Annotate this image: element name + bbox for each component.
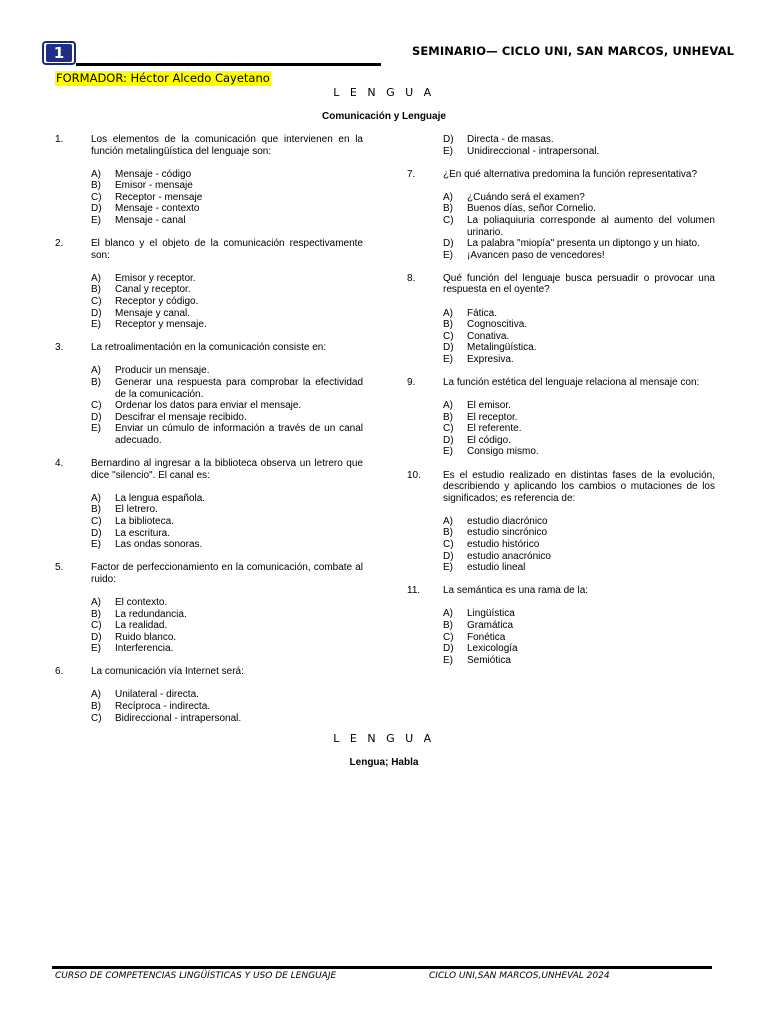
header-title: SEMINARIO— CICLO UNI, SAN MARCOS, UNHEVAL (411, 44, 734, 58)
option-text: Consigo mismo. (467, 446, 539, 458)
option-letter: B) (443, 620, 453, 631)
question-stem (407, 585, 715, 597)
question-text: La comunicación vía Internet será: (91, 666, 244, 678)
question-text: Factor de perfeccionamiento en la comunicación, combate al ruido: (91, 562, 363, 585)
question-number: 3. (55, 342, 64, 354)
section-subtitle-2: Lengua; Habla (349, 757, 419, 768)
answer-option (443, 539, 715, 551)
option-letter: E) (91, 215, 101, 227)
option-text: La biblioteca. (115, 515, 174, 527)
answer-option (443, 319, 715, 331)
answer-option (91, 192, 363, 204)
question-stem (55, 666, 363, 678)
option-text: La redundancia. (115, 608, 187, 620)
answer-options (443, 308, 715, 366)
option-letter: A) (443, 608, 453, 620)
question-text: La función estética del lenguaje relaciona al mensaje con: (443, 377, 700, 388)
question-stem (55, 562, 363, 585)
option-letter: E) (443, 145, 453, 157)
question-number: 6. (55, 666, 64, 678)
option-letter: C) (91, 620, 102, 632)
header-rule (76, 63, 381, 66)
option-text: Directa - de masas. (467, 134, 554, 145)
option-text: Expresiva. (467, 353, 514, 365)
answer-option (443, 423, 715, 435)
answer-option (91, 528, 363, 540)
answer-option (443, 331, 715, 343)
answer-options (91, 365, 363, 446)
question-stem (407, 273, 715, 296)
question-item (407, 273, 715, 366)
question-stem (407, 470, 715, 505)
option-text: El contexto. (115, 596, 168, 608)
option-letter: C) (91, 515, 102, 527)
answer-options (91, 597, 363, 655)
option-text: Generar una respuesta para comprobar la efectividad de la comunicación. (115, 377, 363, 400)
question-number: 4. (55, 458, 64, 470)
answer-option (443, 632, 715, 644)
answer-option (443, 655, 715, 667)
answer-option (443, 134, 715, 146)
option-letter: E) (443, 562, 453, 574)
option-letter: D) (91, 203, 102, 215)
option-letter: B) (91, 608, 101, 620)
answer-options (91, 169, 363, 227)
option-text: La escritura. (115, 527, 171, 539)
option-text: Unidireccional - intrapersonal. (467, 145, 600, 157)
answer-options (443, 134, 715, 157)
option-text: Canal y receptor. (115, 284, 191, 296)
answer-option (443, 435, 715, 447)
option-text: Conativa. (467, 330, 510, 342)
option-letter: C) (443, 631, 454, 643)
answer-options (443, 516, 715, 574)
option-text: Mensaje - código (115, 168, 192, 180)
question-text: Es el estudio realizado en distintas fases de la evolución, describiendo y aplicando los cambios o mutaciones de los significados; es referencia de: (443, 469, 715, 504)
answer-options (443, 608, 715, 666)
answer-option (91, 713, 363, 725)
option-letter: D) (91, 631, 102, 643)
option-text: El referente. (467, 423, 522, 435)
answer-options (91, 273, 363, 331)
option-text: Receptor y mensaje. (115, 319, 207, 331)
option-text: Bidireccional - intrapersonal. (115, 712, 242, 724)
option-letter: E) (91, 319, 101, 331)
page-number-badge (42, 41, 76, 65)
question-item (55, 458, 363, 551)
option-text: Ordenar los datos para enviar el mensaje. (115, 400, 302, 412)
answer-option (443, 342, 715, 354)
answer-option (443, 146, 715, 158)
option-letter: A) (91, 365, 101, 377)
answer-option (443, 203, 715, 215)
question-number: 8. (407, 272, 416, 284)
question-item (55, 238, 363, 331)
option-letter: D) (443, 434, 454, 446)
option-text: estudio histórico (467, 539, 540, 551)
question-number: 7. (407, 168, 416, 180)
option-letter: B) (91, 377, 101, 388)
option-text: El receptor. (467, 411, 518, 423)
left-question-column (55, 134, 363, 736)
option-letter: E) (443, 654, 453, 666)
option-text: El código. (467, 434, 511, 446)
question-item (407, 585, 715, 666)
option-letter: C) (443, 214, 454, 226)
answer-option (91, 412, 363, 424)
option-text: Emisor - mensaje (115, 180, 193, 192)
answer-options (443, 192, 715, 262)
answer-option (91, 423, 363, 446)
answer-option (443, 400, 715, 412)
option-text: Mensaje - contexto (115, 203, 200, 215)
option-letter: E) (443, 446, 453, 458)
option-letter: B) (443, 527, 453, 539)
answer-option (443, 516, 715, 528)
option-letter: D) (443, 134, 454, 145)
answer-option (91, 493, 363, 505)
question-text: El blanco y el objeto de la comunicación respectivamente son: (91, 238, 363, 261)
option-letter: D) (443, 550, 454, 562)
option-letter: C) (443, 539, 454, 551)
footer-course: CURSO DE COMPETENCIAS LINGÜÍSTICAS Y USO DE LENGUAJE (55, 971, 337, 981)
option-letter: D) (443, 643, 454, 655)
option-letter: A) (443, 515, 453, 527)
answer-option (91, 365, 363, 377)
answer-option (443, 551, 715, 563)
option-text: estudio sincrónico (467, 527, 548, 539)
question-stem (55, 134, 363, 157)
question-text: La semántica es una rama de la: (443, 585, 589, 597)
question-item (407, 134, 715, 157)
option-text: Fonética (467, 631, 506, 643)
option-letter: B) (443, 411, 453, 423)
option-text: Recíproca - indirecta. (115, 701, 211, 713)
answer-option (91, 377, 363, 400)
option-text: Cognoscitiva. (467, 319, 528, 331)
answer-option (443, 643, 715, 655)
answer-option (443, 620, 715, 632)
answer-option (91, 632, 363, 644)
option-letter: B) (91, 504, 101, 516)
option-letter: A) (443, 400, 453, 412)
question-number: 5. (55, 562, 64, 574)
option-letter: E) (91, 423, 101, 435)
answer-option (91, 169, 363, 181)
question-stem (407, 169, 715, 181)
question-stem (55, 342, 363, 354)
option-letter: D) (91, 527, 102, 539)
right-question-column (407, 134, 715, 678)
option-text: ¿Cuándo será el examen? (467, 191, 585, 203)
option-letter: C) (443, 423, 454, 435)
page-number: 1 (46, 44, 72, 62)
section-title-2: L E N G U A (333, 732, 435, 745)
option-letter: C) (91, 712, 102, 724)
question-stem (407, 377, 715, 389)
option-text: La poliaquiuria corresponde al aumento del volumen urinario. (467, 214, 715, 238)
question-number: 9. (407, 377, 416, 388)
option-text: La palabra "miopía" presenta un diptongo y un hiato. (467, 238, 700, 250)
option-text: Semiótica (467, 654, 511, 666)
answer-option (443, 308, 715, 320)
option-letter: B) (91, 284, 101, 296)
answer-option (91, 319, 363, 331)
option-text: Mensaje - canal (115, 215, 186, 227)
option-text: Lingüística (467, 608, 515, 620)
question-text: Los elementos de la comunicación que intervienen en la función metalingüística del lenguaje son: (91, 134, 363, 157)
option-text: Metalingüística. (467, 342, 537, 354)
option-text: La realidad. (115, 620, 168, 632)
option-letter: D) (91, 411, 102, 423)
option-letter: B) (91, 701, 101, 713)
option-letter: D) (443, 238, 454, 250)
option-text: Receptor y código. (115, 296, 199, 308)
answer-option (443, 562, 715, 574)
option-text: estudio lineal (467, 562, 526, 574)
section-subtitle: Comunicación y Lenguaje (322, 111, 446, 122)
option-letter: B) (91, 180, 101, 192)
question-stem (55, 238, 363, 261)
answer-option (443, 412, 715, 424)
option-letter: A) (91, 168, 101, 180)
question-item (55, 666, 363, 724)
option-text: estudio diacrónico (467, 515, 548, 527)
option-letter: C) (443, 330, 454, 342)
option-text: ¡Avancen paso de vencedores! (467, 249, 605, 261)
option-letter: D) (443, 342, 454, 354)
option-text: La lengua española. (115, 492, 206, 504)
question-number: 2. (55, 238, 64, 250)
option-letter: D) (91, 307, 102, 319)
option-letter: B) (443, 319, 453, 331)
answer-options (443, 400, 715, 458)
option-letter: E) (91, 539, 101, 551)
option-text: Lexicología (467, 643, 518, 655)
option-text: Producir un mensaje. (115, 365, 210, 377)
option-letter: A) (91, 272, 101, 284)
answer-option (91, 400, 363, 412)
answer-option (91, 609, 363, 621)
option-letter: E) (443, 249, 453, 261)
answer-option (91, 701, 363, 713)
option-text: estudio anacrónico (467, 550, 551, 562)
question-stem (55, 458, 363, 481)
question-item (407, 470, 715, 574)
answer-option (91, 597, 363, 609)
option-letter: A) (443, 307, 453, 319)
answer-option (91, 643, 363, 655)
answer-option (91, 215, 363, 227)
answer-option (91, 504, 363, 516)
option-text: Receptor - mensaje (115, 191, 203, 203)
question-item (55, 134, 363, 227)
option-text: Mensaje y canal. (115, 307, 191, 319)
option-letter: C) (91, 400, 102, 412)
question-number: 11. (407, 585, 421, 597)
option-letter: A) (91, 689, 101, 701)
answer-option (91, 273, 363, 285)
option-letter: E) (443, 353, 453, 365)
answer-option (91, 180, 363, 192)
section-title: L E N G U A (333, 86, 435, 99)
answer-option (443, 238, 715, 250)
question-text: La retroalimentación en la comunicación consiste en: (91, 342, 327, 354)
option-text: Gramática (467, 620, 514, 631)
answer-option (91, 539, 363, 551)
question-text: Bernardino al ingresar a la biblioteca observa un letrero que dice "silencio". El canal es: (91, 458, 363, 481)
answer-option (91, 296, 363, 308)
option-letter: C) (91, 296, 102, 308)
option-text: El emisor. (467, 400, 511, 412)
question-item (407, 377, 715, 458)
option-text: Interferencia. (115, 643, 174, 655)
option-text: Las ondas sonoras. (115, 539, 203, 551)
option-text: Fática. (467, 307, 498, 319)
option-letter: C) (91, 191, 102, 203)
answer-option (443, 446, 715, 458)
question-item (55, 562, 363, 655)
question-number: 1. (55, 134, 64, 145)
answer-option (443, 215, 715, 238)
question-item (407, 169, 715, 262)
question-text: ¿En qué alternativa predomina la función representativa? (443, 168, 698, 180)
question-text: Qué función del lenguaje busca persuadir o provocar una respuesta en el oyente? (443, 272, 715, 296)
option-letter: A) (91, 492, 101, 504)
answer-option (443, 250, 715, 262)
option-text: Ruido blanco. (115, 631, 177, 643)
answer-option (443, 192, 715, 204)
answer-option (91, 203, 363, 215)
answer-options (91, 493, 363, 551)
answer-option (91, 284, 363, 296)
question-number: 10. (407, 469, 421, 481)
answer-option (443, 608, 715, 620)
question-item (55, 342, 363, 446)
formador-label: FORMADOR: Héctor Alcedo Cayetano (56, 71, 270, 85)
answer-option (443, 354, 715, 366)
option-text: Unilateral - directa. (115, 689, 199, 701)
answer-option (91, 516, 363, 528)
option-text: Emisor y receptor. (115, 272, 196, 284)
footer-cycle: CICLO UNI,SAN MARCOS,UNHEVAL 2024 (429, 971, 610, 981)
option-text: Enviar un cúmulo de información a través de un canal adecuado. (115, 423, 363, 446)
answer-option (91, 308, 363, 320)
option-text: El letrero. (115, 504, 158, 516)
option-text: Buenos días, señor Cornelio. (467, 203, 596, 215)
option-letter: A) (91, 596, 101, 608)
option-letter: B) (443, 203, 453, 215)
footer-rule (52, 966, 712, 969)
answer-option (443, 527, 715, 539)
answer-option (91, 689, 363, 701)
answer-options (91, 689, 363, 724)
answer-option (91, 620, 363, 632)
option-letter: A) (443, 191, 453, 203)
option-text: Descifrar el mensaje recibido. (115, 411, 247, 423)
option-letter: E) (91, 643, 101, 655)
